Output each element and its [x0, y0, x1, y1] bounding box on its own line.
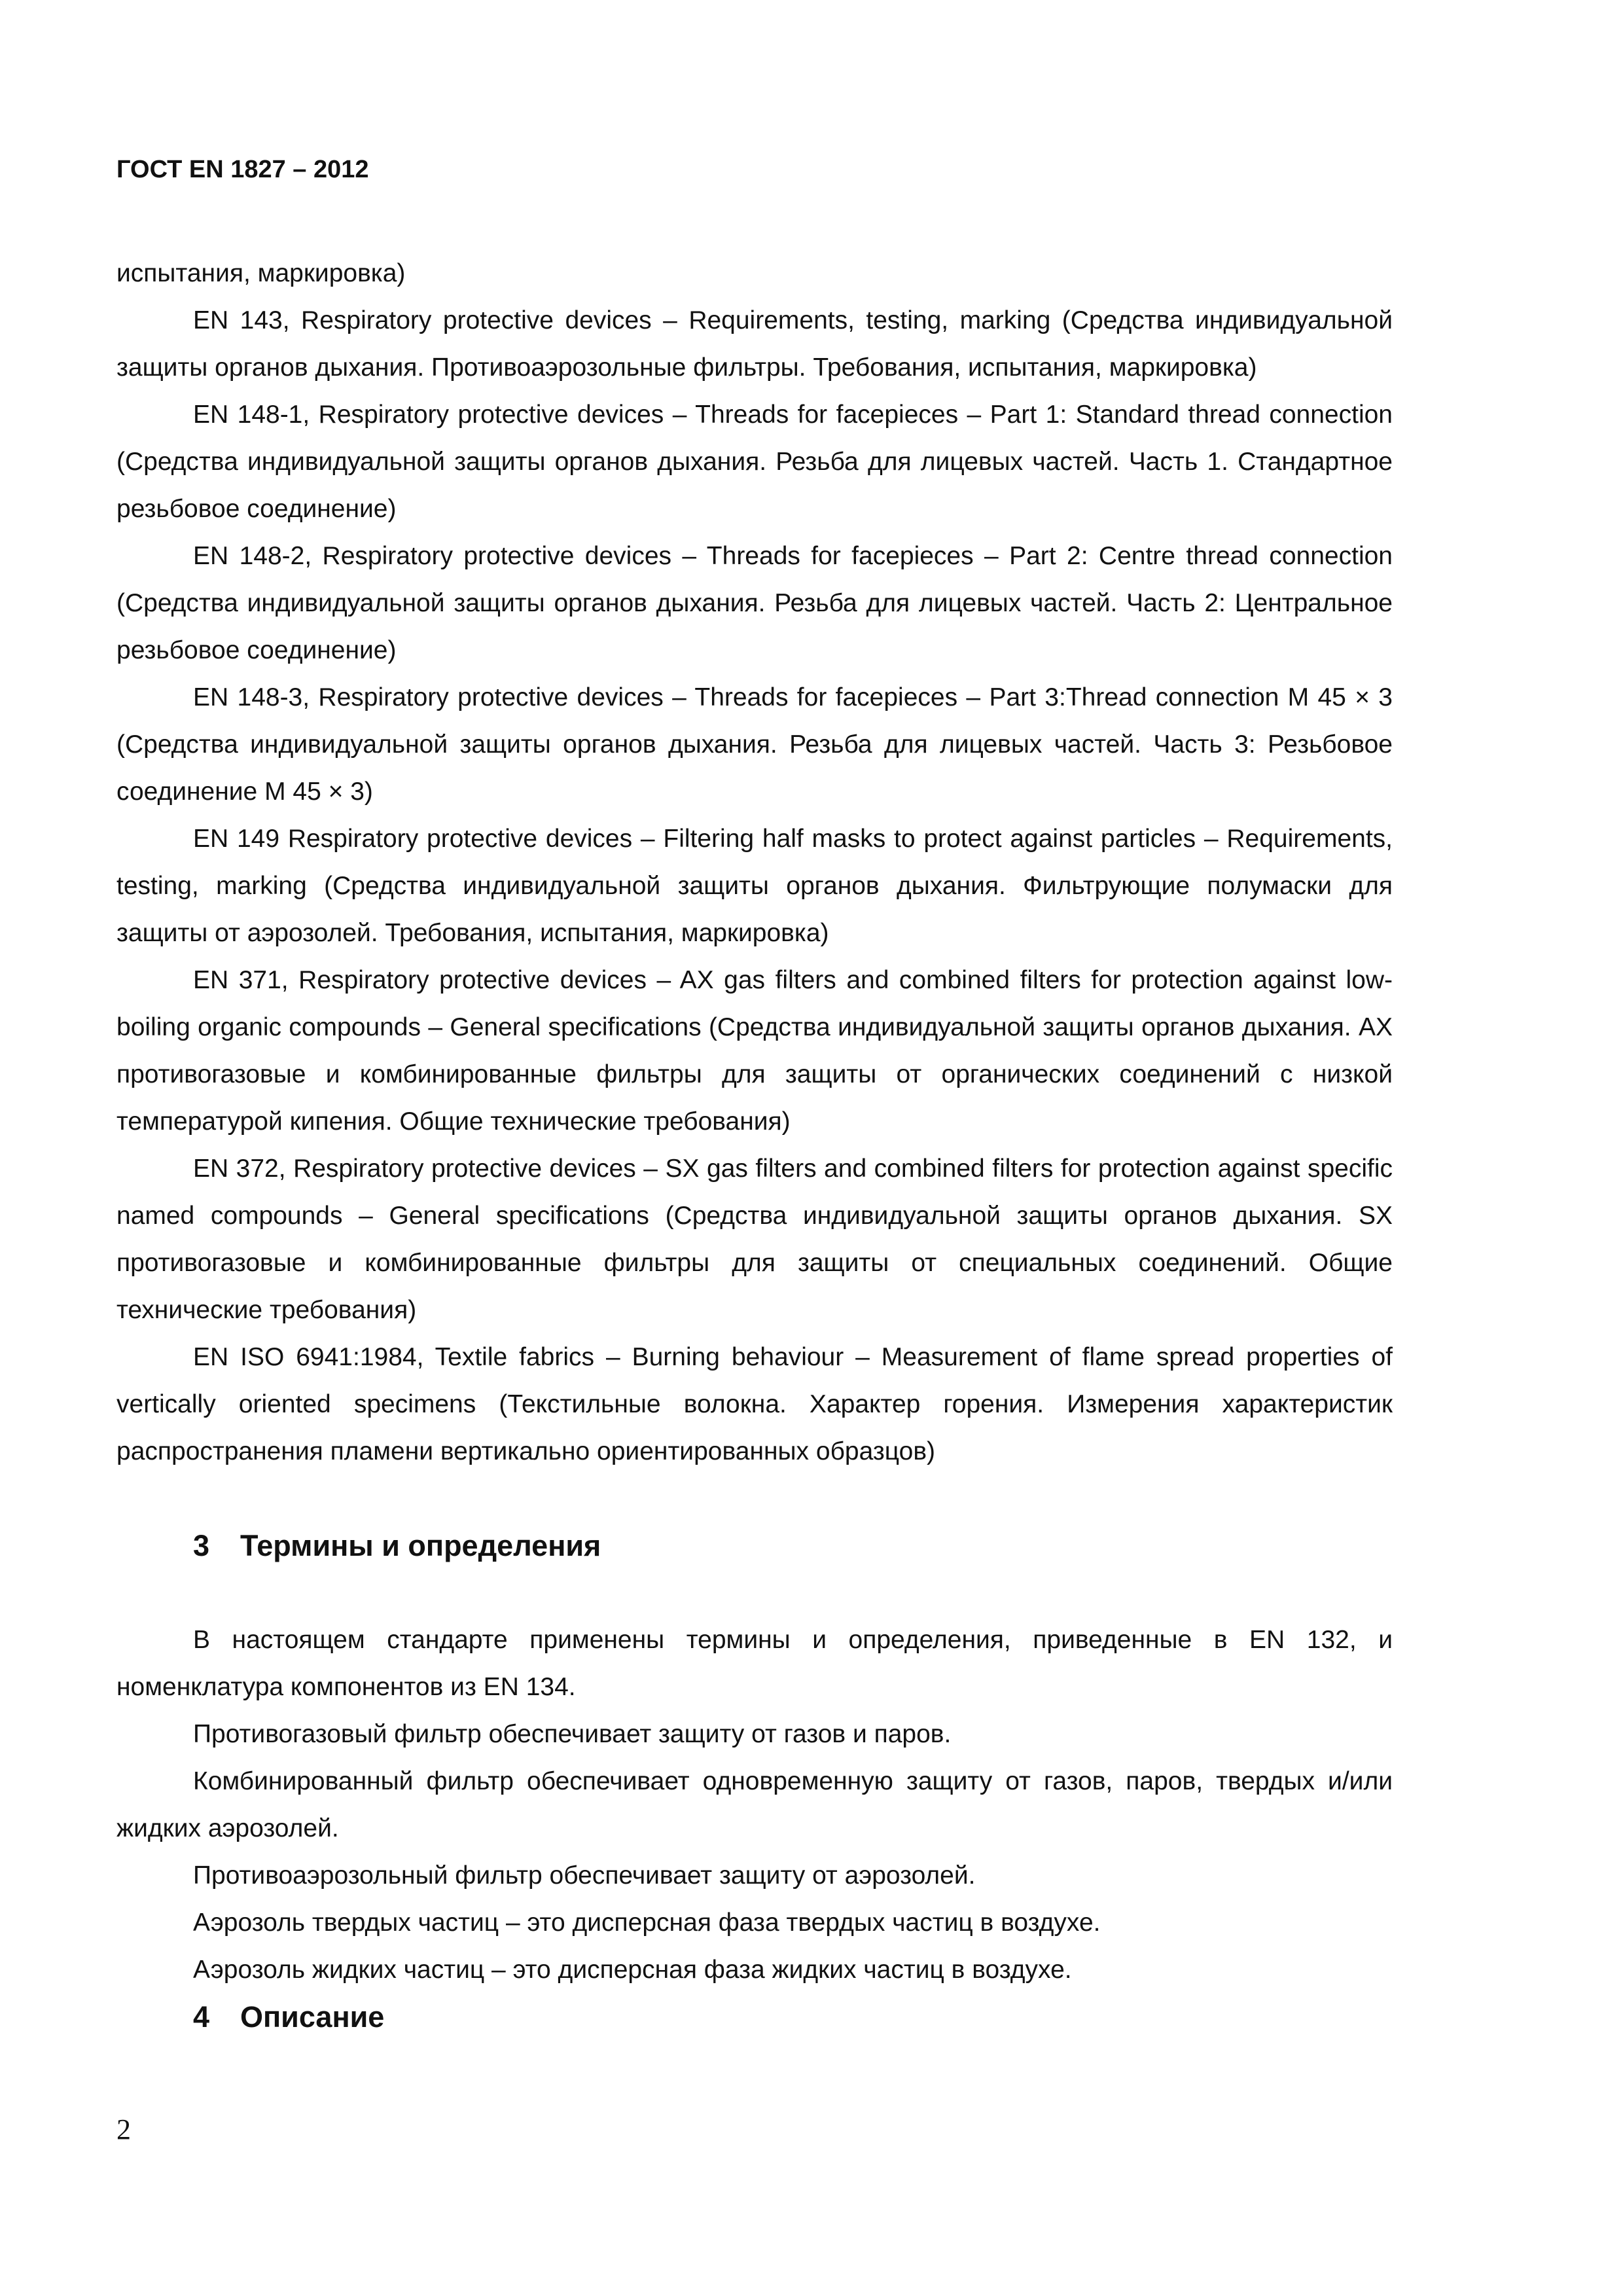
section-4-title: Описание — [240, 2000, 385, 2034]
section-3-title: Термины и определения — [240, 1529, 601, 1562]
reference-en-148-2: EN 148-2, Respiratory protective devices – Threads for facepieces – Part 2: Centre thread connection (Средства индивидуальной защиты органов дыхания. Резьба для лицевых частей. Часть 2: Центральное резьбовое соединение) — [116, 542, 1393, 664]
section-spacer — [116, 1475, 1393, 1522]
solid-aerosol-definition: Аэрозоль твердых частиц – это дисперсная фаза твердых частиц в воздухе. — [193, 1909, 1101, 1937]
section-4-number: 4 — [193, 2000, 210, 2034]
reference-en-143: EN 143, Respiratory protective devices – Requirements, testing, marking (Средства индивидуальной защиты органов дыхания. Противоаэрозольные фильтры. Требования, испытания, маркировка) — [116, 306, 1393, 382]
liquid-aerosol-definition: Аэрозоль жидких частиц – это дисперсная фаза жидких частиц в воздухе. — [193, 1956, 1072, 1984]
reference-en-148-1: EN 148-1, Respiratory protective devices – Threads for facepieces – Part 1: Standard thread connection (Средства индивидуальной защиты органов дыхания. Резьба для лицевых частей. Часть 1. Стандартное резьбовое соединение) — [116, 401, 1393, 523]
reference-en-371: EN 371, Respiratory protective devices – AX gas filters and combined filters for protection against low-boiling organic compounds – General specifications (Средства индивидуальной защиты органов дыхания. АХ противогазовые и комбинированные фильтры для защиты от органических соединений с низкой температурой кипения. Общие технические требования) — [116, 966, 1393, 1136]
terms-intro-paragraph: В настоящем стандарте применены термины и определения, приведенные в EN 132, и номенклатура компонентов из EN 134. — [116, 1626, 1393, 1701]
reference-en-149: EN 149 Respiratory protective devices – Filtering half masks to protect against particles – Requirements, testing, marking (Средства индивидуальной защиты органов дыхания. Фильтрующие полумаски для защиты от аэрозолей. Требования, испытания, маркировка) — [116, 825, 1393, 947]
reference-en-372: EN 372, Respiratory protective devices – SX gas filters and combined filters for protection against specific named compounds – General specifications (Средства индивидуальной защиты органов дыхания. SX противогазовые и комбинированные фильтры для защиты от специальных соединений. Общие технические требования) — [116, 1155, 1393, 1324]
section-3-number: 3 — [193, 1529, 210, 1562]
gas-filter-definition: Противогазовый фильтр обеспечивает защиту от газов и паров. — [193, 1720, 952, 1748]
section-4-heading — [116, 1994, 1393, 2041]
page-number: 2 — [116, 2113, 131, 2145]
reference-en-148-3: EN 148-3, Respiratory protective devices – Threads for facepieces – Part 3:Thread connection M 45 × 3 (Средства индивидуальной защиты органов дыхания. Резьба для лицевых частей. Часть 3: Резьбовое соединение М 45 × 3) — [116, 683, 1393, 806]
section-spacer — [116, 1570, 1393, 1617]
document-header: ГОСТ EN 1827 – 2012 — [116, 156, 369, 183]
combined-filter-definition: Комбинированный фильтр обеспечивает одновременную защиту от газов, паров, твердых и/или жидких аэрозолей. — [116, 1767, 1393, 1842]
particle-filter-definition: Противоаэрозольный фильтр обеспечивает защиту от аэрозолей. — [193, 1861, 976, 1890]
reference-en-iso-6941: EN ISO 6941:1984, Textile fabrics – Burning behaviour – Measurement of flame spread properties of vertically oriented specimens (Текстильные волокна. Характер горения. Измерения характеристик распространения пламени вертикально ориентированных образцов) — [116, 1343, 1393, 1465]
page-body — [116, 250, 1393, 2041]
section-3-heading — [116, 1522, 1393, 1570]
reference-continuation: испытания, маркировка) — [116, 259, 406, 287]
